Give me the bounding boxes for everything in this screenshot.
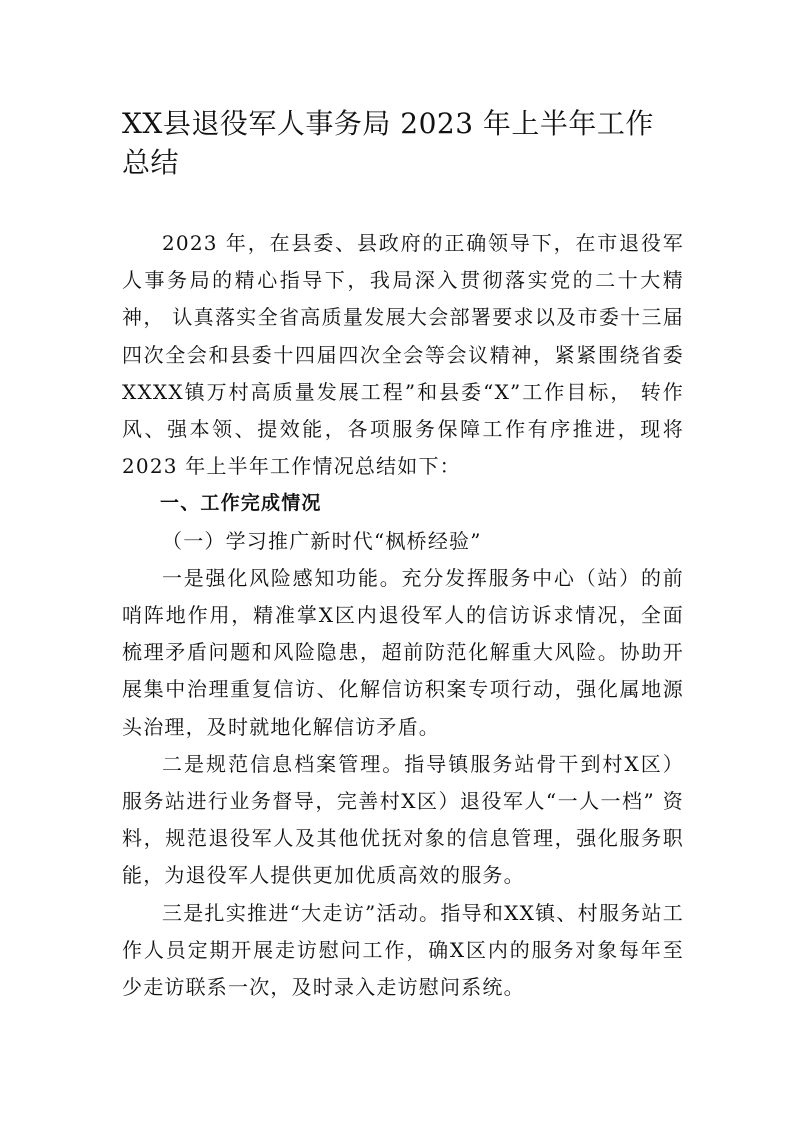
subsection-heading: （一）学习推广新时代“枫桥经验” bbox=[162, 528, 482, 553]
body-paragraph: 一是强化风险感知功能。充分发挥服务中心（站）的前哨阵地作用，精准掌X区内退役军人的信访诉求情况，全面梳理矛盾问题和风险隐患，超前防范化解重大风险。协助开展集中治理重复信访、化解信访积案专项行动，强化属地源头治理，及时就地化解信访矛盾。 bbox=[122, 565, 684, 739]
intro-paragraph: 2023 年，在县委、县政府的正确领导下，在市退役军人事务局的精心指导下，我局深入贯彻落实党的二十大精神， 认真落实全省高质量发展大会部署要求以及市委十三届四次全会和县委十四届四次全会等会议精神，紧紧围绕省委XXXX镇万村高质量发展工程”和县委“X”工作目标， 转作风、强本领、提效能，各项服务保障工作有序推进，现将2023 年上半年工作情况总结如下： bbox=[122, 231, 684, 479]
body-paragraph: 三是扎实推进“大走访”活动。指导和XX镇、村服务站工作人员定期开展走访慰问工作，确X区内的服务对象每年至少走访联系一次，及时录入走访慰问系统。 bbox=[122, 900, 684, 1000]
body-paragraph: 二是规范信息档案管理。指导镇服务站骨干到村X区） 服务站进行业务督导，完善村X区）退役军人“一人一档” 资料，规范退役军人及其他优抚对象的信息管理，强化服务职能，为退役军人提供更加优质高效的服务。 bbox=[122, 751, 684, 888]
section-heading: 一、工作完成情况 bbox=[160, 492, 322, 515]
document-body bbox=[122, 225, 684, 1006]
document-title: XX县退役军人事务局 2023 年上半年工作总结 bbox=[122, 107, 654, 179]
